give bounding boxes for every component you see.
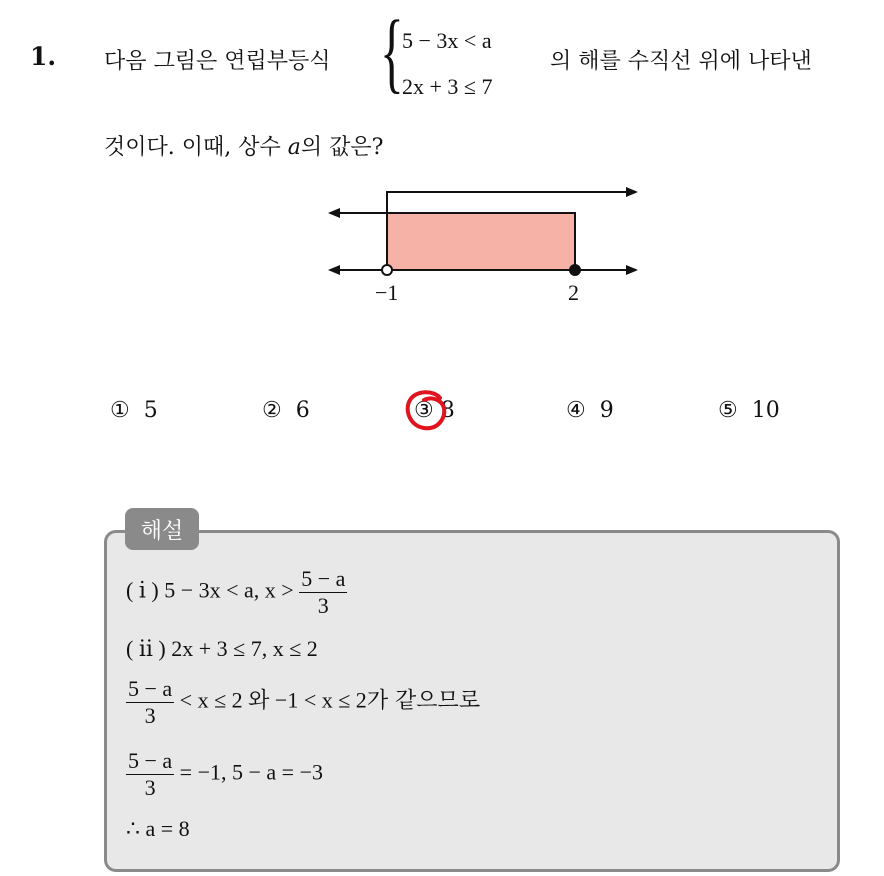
choice-2-value: 6 (295, 398, 310, 423)
choice-3-mark: ③ (414, 398, 434, 423)
question-text-part1: 다음 그림은 연립부등식 (104, 49, 331, 74)
solution-line-1 (126, 566, 347, 619)
question-text-line2-a: 것이다. 이때, 상수 (104, 135, 281, 160)
solution-line-3-math-2: −1 < x ≤ 2 (269, 687, 367, 713)
solution-line-4-text: = −1, 5 − a = −3 (174, 759, 323, 785)
solution-fraction-3 (126, 748, 174, 801)
solution-tag: 해설 (125, 508, 199, 550)
system-inequality-1: 5 − 3x < a (402, 28, 492, 53)
choice-2[interactable] (262, 398, 310, 423)
question-text-line2 (104, 130, 383, 161)
system-brace: { (380, 3, 404, 102)
label-two: 2 (568, 280, 579, 305)
choice-5-mark: ⑤ (718, 398, 738, 423)
fraction-denominator: 3 (126, 774, 174, 801)
solution-line-2: ( ⅱ ) 2x + 3 ≤ 7, x ≤ 2 (126, 636, 318, 661)
fraction-numerator: 5 − a (128, 748, 173, 773)
solution-line-5: ∴ a = 8 (126, 816, 190, 841)
choice-3-value: 8 (440, 398, 455, 423)
choice-1-mark: ① (110, 398, 130, 423)
system-inequality-2: 2x + 3 ≤ 7 (402, 74, 493, 99)
choice-1[interactable] (110, 398, 158, 423)
fraction-denominator: 3 (299, 592, 347, 619)
question-variable-a: a (287, 135, 301, 160)
choice-4[interactable] (566, 398, 614, 423)
question-text-part2: 의 해를 수직선 위에 나타낸 (550, 49, 812, 74)
fraction-numerator: 5 − a (301, 566, 346, 591)
question-text-line2-b: 의 값은? (300, 135, 384, 160)
solution-line-3-math: < x ≤ 2 (174, 687, 249, 713)
label-minus-one: −1 (375, 280, 399, 305)
fraction-denominator: 3 (126, 702, 174, 729)
fraction-numerator: 5 − a (128, 676, 173, 701)
solution-region (387, 213, 575, 270)
choice-4-mark: ④ (566, 398, 586, 423)
open-endpoint (382, 265, 392, 275)
closed-endpoint (570, 265, 580, 275)
choice-1-value: 5 (143, 398, 158, 423)
choice-2-mark: ② (262, 398, 282, 423)
choice-5-value: 10 (751, 398, 780, 423)
solution-fraction-2 (126, 676, 174, 729)
solution-fraction-1 (299, 566, 347, 619)
solution-line-1-text: ( ⅰ ) 5 − 3x < a, x > (126, 577, 294, 603)
question-number: 1. (30, 42, 57, 71)
choice-5[interactable] (718, 398, 780, 423)
solution-line-4 (126, 748, 323, 801)
solution-line-3 (126, 676, 480, 729)
answer-circle-icon (402, 388, 452, 434)
choice-4-value: 9 (599, 398, 614, 423)
solution-line-3-korean-2: 가 같으므로 (366, 688, 481, 714)
solution-line-3-korean-1: 와 (248, 688, 270, 714)
number-line-figure (320, 180, 650, 310)
